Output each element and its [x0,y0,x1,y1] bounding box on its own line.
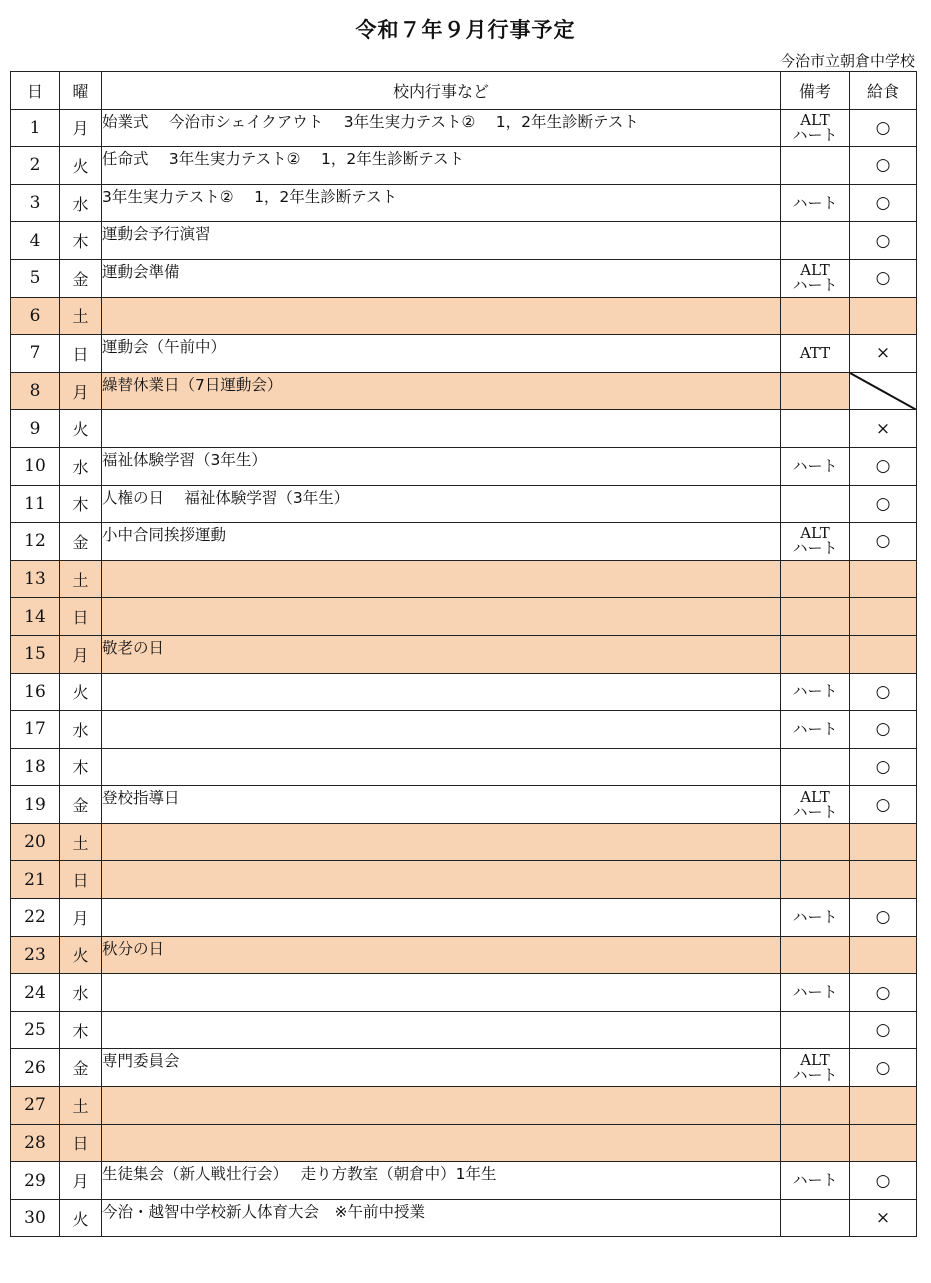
weekday-cell: 水 [60,447,102,485]
day-cell: 14 [11,598,60,636]
event-cell: 敬老の日 [102,635,781,673]
event-cell [102,297,781,335]
lunch-cell: ○ [850,222,917,260]
table-row [11,1199,917,1237]
table-row [11,974,917,1012]
weekday-cell: 土 [60,297,102,335]
day-cell: 30 [11,1199,60,1237]
header-row [11,72,917,110]
header-weekday: 曜 [60,72,102,110]
lunch-cell: × [850,1199,917,1237]
day-cell: 26 [11,1049,60,1087]
lunch-cell: ○ [850,523,917,561]
event-cell [102,974,781,1012]
event-cell: 運動会準備 [102,259,781,297]
event-cell [102,823,781,861]
lunch-cell [850,936,917,974]
header-lunch: 給食 [850,72,917,110]
note-line: ハート [792,802,838,821]
event-cell [102,1087,781,1125]
event-cell: 専門委員会 [102,1049,781,1087]
weekday-cell: 日 [60,598,102,636]
event-cell [102,410,781,448]
header-events: 校内行事など [102,72,781,110]
lunch-cell: ○ [850,259,917,297]
event-cell: 人権の日 福祉体験学習（3年生） [102,485,781,523]
day-cell: 21 [11,861,60,899]
event-cell [102,673,781,711]
day-cell: 20 [11,823,60,861]
day-cell: 5 [11,259,60,297]
weekday-cell: 水 [60,974,102,1012]
weekday-cell: 月 [60,372,102,410]
lunch-cell: ○ [850,899,917,937]
event-cell: 運動会（午前中） [102,335,781,373]
page-title: 令和７年９月行事予定 [355,18,576,42]
header-notes: 備考 [781,72,850,110]
table-row [11,899,917,937]
lunch-cell [850,1124,917,1162]
day-cell: 15 [11,635,60,673]
event-cell: 繰替休業日（7日運動会） [102,372,781,410]
event-cell: 始業式 今治市シェイクアウト 3年生実力テスト② 1，2年生診断テスト [102,109,781,147]
table-row [11,786,917,824]
lunch-cell [850,598,917,636]
note-line: ハート [792,719,838,738]
lunch-cell: ○ [850,974,917,1012]
lunch-cell: ○ [850,1049,917,1087]
note-line: ハート [792,193,838,212]
event-cell [102,1011,781,1049]
day-cell: 23 [11,936,60,974]
lunch-cell: ○ [850,184,917,222]
lunch-cell: ○ [850,673,917,711]
day-cell: 3 [11,184,60,222]
day-cell: 2 [11,147,60,185]
note-cell [781,1011,850,1049]
note-cell [781,748,850,786]
note-cell [781,259,850,297]
weekday-cell: 金 [60,523,102,561]
note-line: ハート [792,276,838,295]
note-line: ハート [792,456,838,475]
event-cell [102,748,781,786]
note-line: ATT [799,343,831,362]
lunch-cell: ○ [850,786,917,824]
note-line: ハート [792,983,838,1002]
note-line: ALT [800,524,830,543]
weekday-cell: 木 [60,485,102,523]
day-cell: 19 [11,786,60,824]
note-cell [781,711,850,749]
event-cell [102,711,781,749]
note-cell [781,523,850,561]
event-cell: 登校指導日 [102,786,781,824]
weekday-cell: 金 [60,1049,102,1087]
note-cell [781,410,850,448]
event-cell: 生徒集会（新人戦壮行会） 走り方教室（朝倉中）1年生 [102,1162,781,1200]
weekday-cell: 火 [60,147,102,185]
weekday-cell: 日 [60,1124,102,1162]
lunch-cell [850,297,917,335]
table-row [11,861,917,899]
school-name: 今治市立朝倉中学校 [779,52,915,70]
note-cell [781,1162,850,1200]
header-day: 日 [11,72,60,110]
table-row [11,372,917,410]
table-row [11,1087,917,1125]
lunch-cell [850,861,917,899]
note-cell [781,222,850,260]
table-row [11,447,917,485]
weekday-cell: 金 [60,259,102,297]
note-cell [781,184,850,222]
event-cell: 福祉体験学習（3年生） [102,447,781,485]
note-cell [781,861,850,899]
weekday-cell: 火 [60,1199,102,1237]
note-line: ハート [792,907,838,926]
note-cell [781,297,850,335]
table-row [11,410,917,448]
table-row [11,485,917,523]
weekday-cell: 月 [60,899,102,937]
lunch-cell: ○ [850,748,917,786]
note-cell [781,372,850,410]
table-row [11,635,917,673]
event-cell [102,861,781,899]
table-row [11,297,917,335]
table-row [11,147,917,185]
lunch-cell: × [850,335,917,373]
event-cell: 小中合同挨拶運動 [102,523,781,561]
note-cell [781,974,850,1012]
table-row [11,109,917,147]
day-cell: 25 [11,1011,60,1049]
weekday-cell: 木 [60,222,102,260]
event-cell [102,598,781,636]
lunch-cell: ○ [850,485,917,523]
lunch-cell: ○ [850,447,917,485]
event-cell: 今治・越智中学校新人体育大会 ※午前中授業 [102,1199,781,1237]
table-row [11,1049,917,1087]
lunch-cell: ○ [850,1011,917,1049]
day-cell: 1 [11,109,60,147]
weekday-cell: 土 [60,823,102,861]
day-cell: 17 [11,711,60,749]
weekday-cell: 水 [60,184,102,222]
note-cell [781,147,850,185]
note-cell [781,673,850,711]
note-cell [781,109,850,147]
note-line: ハート [792,1065,838,1084]
event-cell: 任命式 3年生実力テスト② 1，2年生診断テスト [102,147,781,185]
day-cell: 8 [11,372,60,410]
table-row [11,560,917,598]
day-cell: 7 [11,335,60,373]
day-cell: 9 [11,410,60,448]
note-cell [781,1049,850,1087]
note-line: ALT [800,1050,830,1069]
day-cell: 12 [11,523,60,561]
weekday-cell: 日 [60,335,102,373]
note-cell [781,1087,850,1125]
lunch-cell: × [850,410,917,448]
event-cell [102,899,781,937]
day-cell: 24 [11,974,60,1012]
weekday-cell: 木 [60,748,102,786]
note-line: ハート [792,682,838,701]
day-cell: 16 [11,673,60,711]
note-line: ALT [800,787,830,806]
table-row [11,222,917,260]
day-cell: 6 [11,297,60,335]
lunch-cell: ○ [850,109,917,147]
table-row [11,823,917,861]
note-cell [781,635,850,673]
day-cell: 22 [11,899,60,937]
table-row [11,711,917,749]
day-cell: 27 [11,1087,60,1125]
note-cell [781,936,850,974]
event-cell: 運動会予行演習 [102,222,781,260]
table-row [11,598,917,636]
day-cell: 28 [11,1124,60,1162]
note-line: ハート [792,125,838,144]
day-cell: 13 [11,560,60,598]
note-cell [781,485,850,523]
lunch-cell [850,560,917,598]
lunch-cell: ○ [850,1162,917,1200]
event-cell: 秋分の日 [102,936,781,974]
note-line: ハート [792,539,838,558]
weekday-cell: 木 [60,1011,102,1049]
note-line: ハート [792,1171,838,1190]
note-cell [781,786,850,824]
weekday-cell: 火 [60,936,102,974]
day-cell: 18 [11,748,60,786]
weekday-cell: 水 [60,711,102,749]
weekday-cell: 月 [60,109,102,147]
schedule-body [11,109,917,1237]
event-cell [102,1124,781,1162]
event-cell [102,560,781,598]
schedule-table [10,71,917,1237]
table-row [11,936,917,974]
day-cell: 29 [11,1162,60,1200]
day-cell: 10 [11,447,60,485]
lunch-cell [850,1087,917,1125]
event-cell: 3年生実力テスト② 1，2年生診断テスト [102,184,781,222]
note-cell [781,1124,850,1162]
table-row [11,1011,917,1049]
diagonal-slash [850,373,916,410]
lunch-cell: ○ [850,147,917,185]
weekday-cell: 金 [60,786,102,824]
weekday-cell: 日 [60,861,102,899]
note-cell [781,899,850,937]
note-cell [781,447,850,485]
table-row [11,335,917,373]
note-cell [781,335,850,373]
weekday-cell: 火 [60,673,102,711]
weekday-cell: 火 [60,410,102,448]
note-line: ALT [800,261,830,280]
note-line: ALT [800,110,830,129]
weekday-cell: 土 [60,1087,102,1125]
day-cell: 4 [11,222,60,260]
lunch-cell [850,372,917,410]
weekday-cell: 月 [60,1162,102,1200]
weekday-cell: 月 [60,635,102,673]
table-row [11,1124,917,1162]
table-row [11,1162,917,1200]
table-row [11,184,917,222]
lunch-cell: ○ [850,711,917,749]
table-row [11,673,917,711]
weekday-cell: 土 [60,560,102,598]
note-cell [781,598,850,636]
table-row [11,259,917,297]
lunch-cell [850,823,917,861]
note-cell [781,1199,850,1237]
note-cell [781,823,850,861]
table-row [11,523,917,561]
lunch-cell [850,635,917,673]
table-row [11,748,917,786]
day-cell: 11 [11,485,60,523]
note-cell [781,560,850,598]
